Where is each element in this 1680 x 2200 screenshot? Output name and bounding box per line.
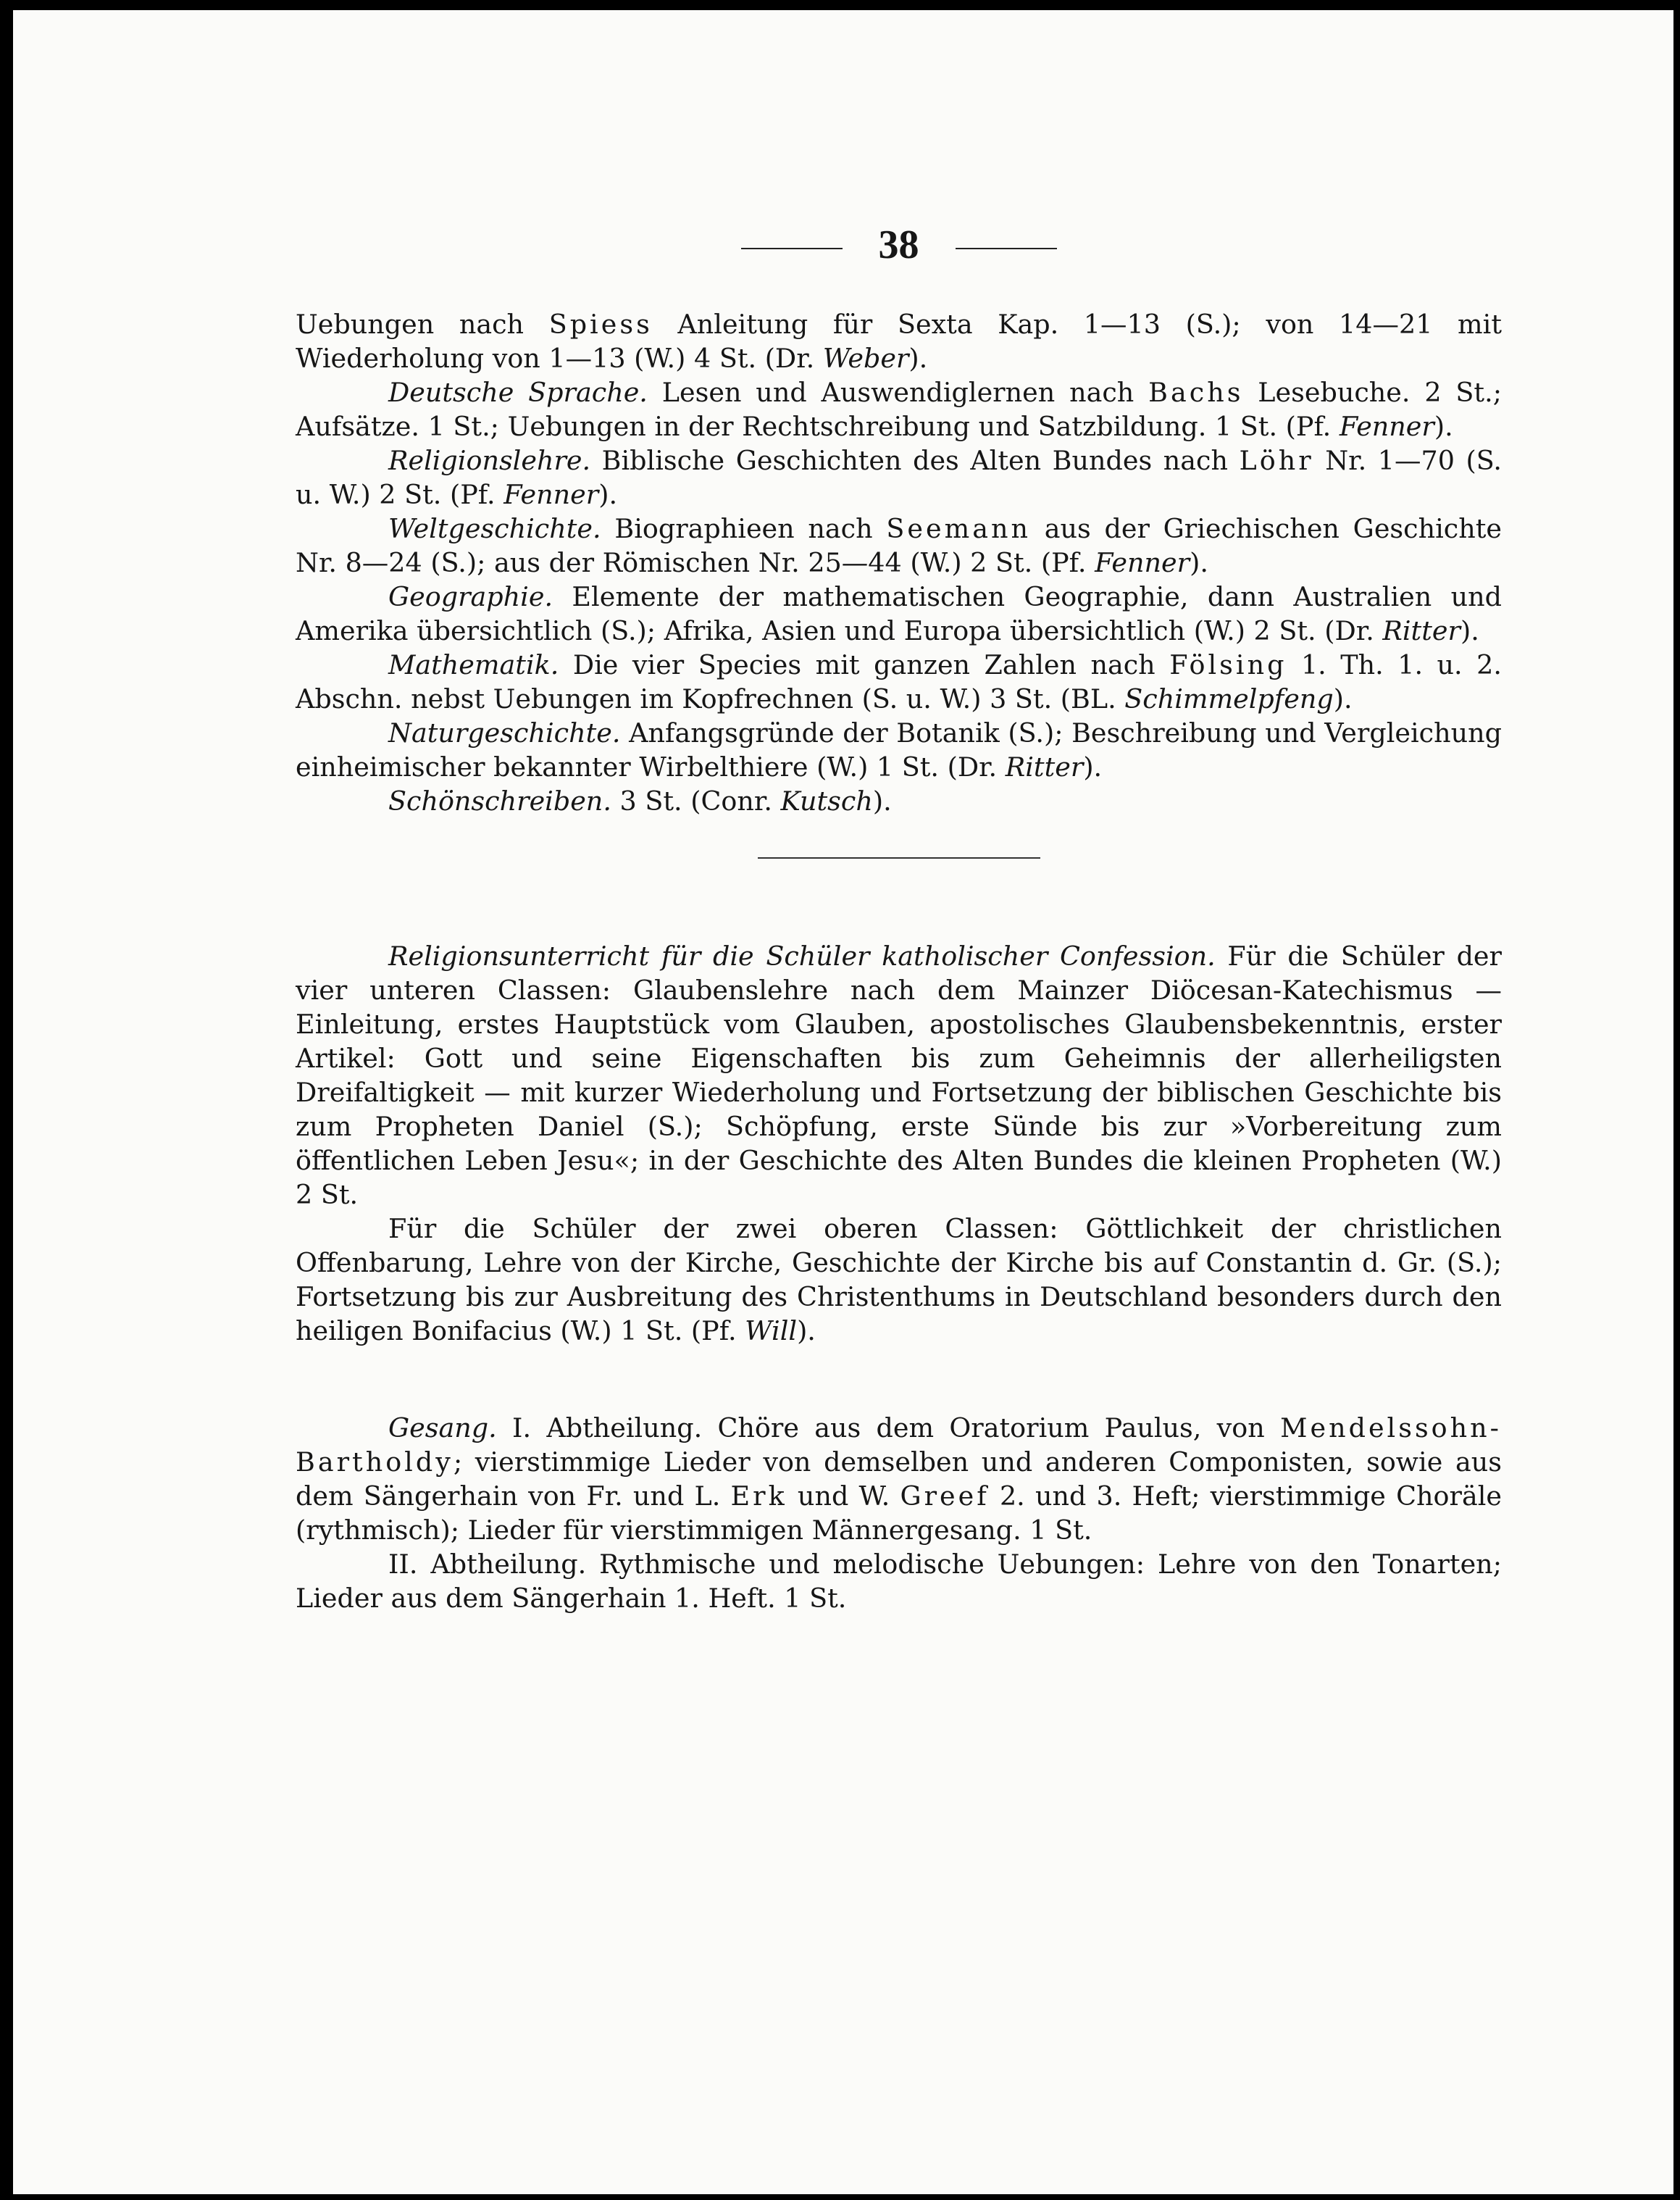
author-name: Seemann <box>886 513 1031 544</box>
teacher-name: Kutsch <box>780 786 873 817</box>
paragraph-schoenschreiben: Schönschreiben. 3 St. (Conr. Kutsch). <box>388 786 892 817</box>
teacher-name: Schimmelpfeng <box>1124 683 1334 714</box>
subject-heading: Religionsunterricht für die Schüler katholischer Confession. <box>388 941 1216 972</box>
teacher-name: Fenner <box>503 479 599 510</box>
author-name: Bachs <box>1148 377 1244 408</box>
body-text <box>296 307 1502 1615</box>
paragraph-naturgeschichte: Naturgeschichte. Anfangsgründe der Botanik (S.); Beschreibung und Vergleichung einheimischer bekannter Wirbelthiere (W.) 1 St. (Dr. Ritter). <box>296 717 1502 783</box>
teacher-name: Weber <box>822 343 909 374</box>
subject-heading: Deutsche Sprache. <box>388 377 648 408</box>
paragraph-religionslehre: Religionslehre. Biblische Geschichten des Alten Bundes nach Löhr Nr. 1—70 (S. u. W.) 2 St. (Pf. Fenner). <box>296 445 1503 510</box>
author-name: Erk <box>730 1480 787 1512</box>
header-rule-left <box>741 248 843 249</box>
header-rule-right <box>956 248 1057 249</box>
subject-heading: Gesang. <box>388 1412 497 1443</box>
page-header <box>296 223 1502 267</box>
subject-heading: Religionslehre. <box>388 445 591 476</box>
author-name: Greef <box>900 1480 990 1512</box>
paragraph-obere-classen: Für die Schüler der zwei oberen Classen: Göttlichkeit der christlichen Offenbarung, Lehre von der Kirche, Geschichte der Kirche bis auf Constantin d. Gr. (S.); Fortsetzung bis zur Ausbreitung des Christenthums in Deutschland besonders durch den heiligen Bonifacius (W.) 1 St. (Pf. Will). <box>296 1213 1502 1346</box>
teacher-name: Fenner <box>1095 547 1190 578</box>
teacher-name: Ritter <box>1005 751 1084 783</box>
paragraph-geographie: Geographie. Elemente der mathematischen Geographie, dann Australien und Amerika übersichtlich (S.); Afrika, Asien und Europa übersichtlich (W.) 2 St. (Dr. Ritter). <box>296 581 1502 646</box>
section-divider <box>758 857 1040 859</box>
paragraph-katholischer-religionsunterricht: Religionsunterricht für die Schüler katholischer Confession. Für die Schüler der vier unteren Classen: Glaubenslehre nach dem Mainzer Diöcesan-Katechismus — Einleitung, erstes Hauptstück vom Glauben, apostolisches Glaubensbekenntnis, erster Artikel: Gott und seine Eigenschaften bis zum Geheimnis der allerheiligsten Dreifaltigkeit — mit kurzer Wiederholung und Fortsetzung der biblischen Geschichte bis zum Propheten Daniel (S.); Schöpfung, erste Sünde bis zur »Vorbereitung zum öffentlichen Leben Jesu«; in der Geschichte des Alten Bundes die kleinen Propheten (W.) 2 St. <box>296 941 1502 1210</box>
paragraph-deutsche-sprache: Deutsche Sprache. Lesen und Auswendiglernen nach Bachs Lesebuche. 2 St.; Aufsätze. 1 St.; Uebungen in der Rechtschreibung und Satzbildung. 1 St. (Pf. Fenner). <box>296 377 1502 442</box>
page-number: 38 <box>878 222 919 267</box>
author-name: Spiess <box>548 309 653 340</box>
paragraph-mathematik: Mathematik. Die vier Species mit ganzen Zahlen nach Fölsing 1. Th. 1. u. 2. Abschn. nebst Uebungen im Kopfrechnen (S. u. W.) 3 St. (BL. Schimmelpfeng). <box>296 649 1502 714</box>
paragraph-gesang-abtheilung-2: II. Abtheilung. Rythmische und melodische Uebungen: Lehre von den Tonarten; Lieder aus dem Sängerhain 1. Heft. 1 St. <box>296 1549 1502 1614</box>
teacher-name: Fenner <box>1339 411 1434 442</box>
subject-heading: Naturgeschichte. <box>388 717 621 749</box>
scanned-page <box>13 10 1673 2194</box>
subject-heading: Weltgeschichte. <box>388 513 601 544</box>
paragraph-weltgeschichte: Weltgeschichte. Biographieen nach Seemann aus der Griechischen Geschichte Nr. 8—24 (S.); aus der Römischen Nr. 25—44 (W.) 2 St. (Pf. Fenner). <box>296 513 1503 578</box>
author-name: Löhr <box>1239 445 1314 476</box>
teacher-name: Ritter <box>1382 615 1460 646</box>
teacher-name: Will <box>745 1315 798 1346</box>
composer-name: Mendelssohn-Bartholdy <box>296 1412 1502 1478</box>
paragraph-uebungen: Uebungen nach Spiess Anleitung für Sexta Kap. 1—13 (S.); von 14—21 mit Wiederholung von 1—13 (W.) 4 St. (Dr. Weber). <box>296 309 1503 374</box>
spacer <box>296 1348 1502 1411</box>
subject-heading: Mathematik. <box>388 649 559 680</box>
author-name: Fölsing <box>1169 649 1287 680</box>
paragraph-gesang: Gesang. I. Abtheilung. Chöre aus dem Oratorium Paulus, von Mendelssohn-Bartholdy; vierstimmige Lieder von demselben und anderen Componisten, sowie aus dem Sängerhain von Fr. und L. Erk und W. Greef 2. und 3. Heft; vierstimmige Choräle (rythmisch); Lieder für vierstimmigen Männergesang. 1 St. <box>296 1412 1502 1546</box>
subject-heading: Geographie. <box>388 581 553 612</box>
subject-heading: Schönschreiben. <box>388 786 611 817</box>
